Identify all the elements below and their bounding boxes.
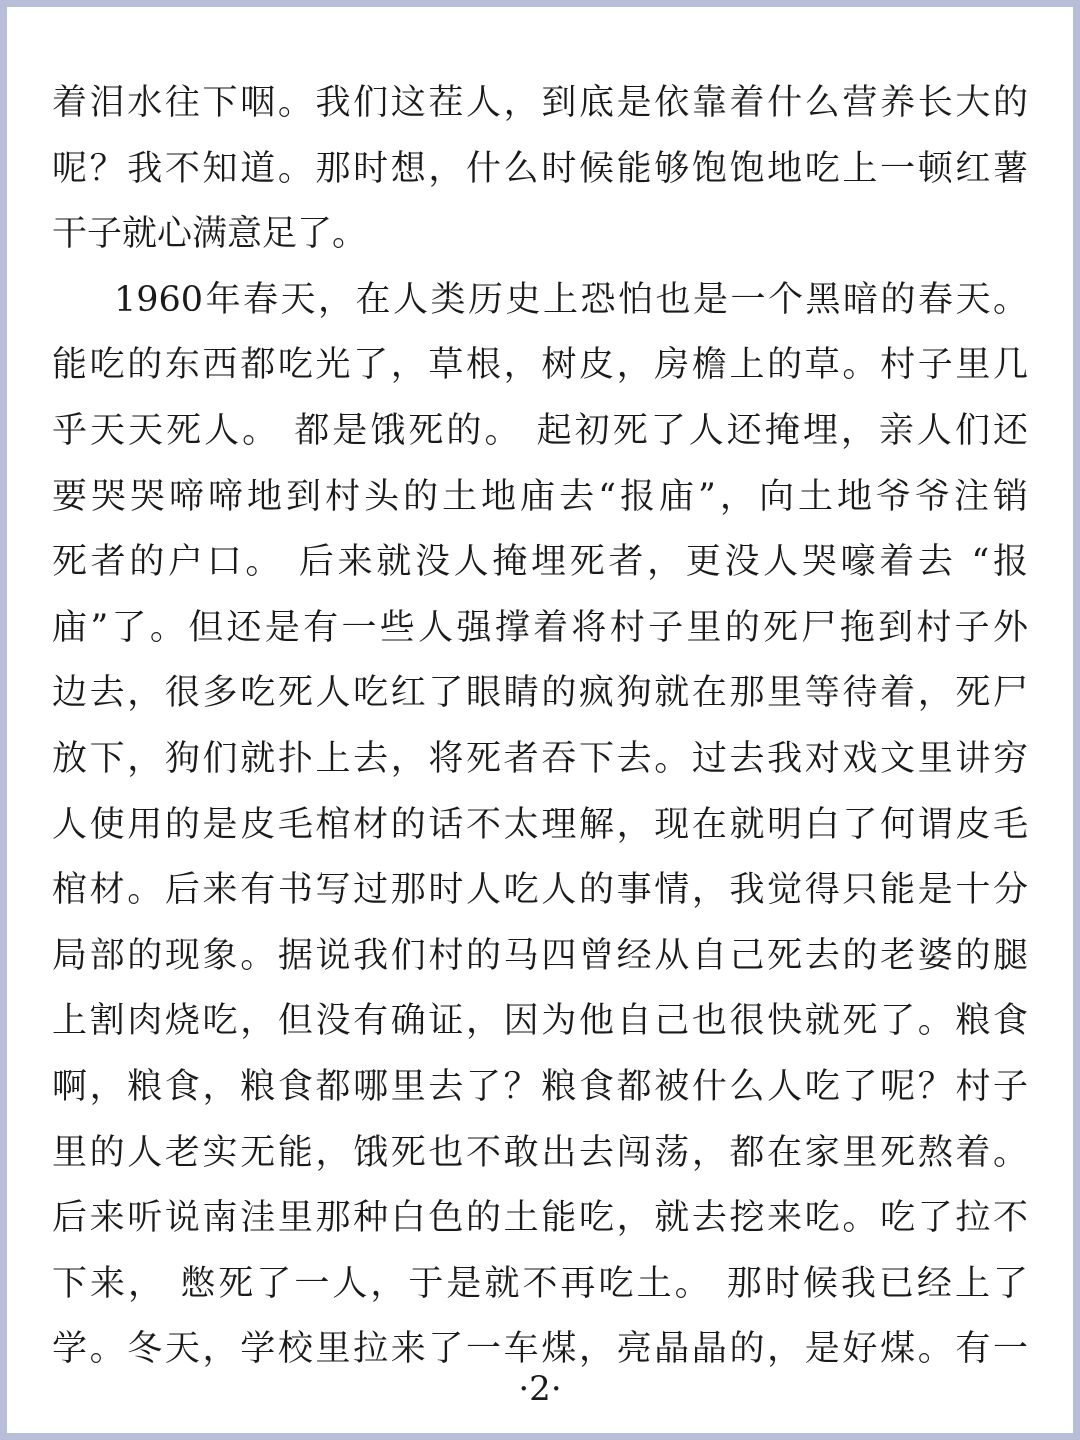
- text-line: 要哭哭啼啼地到村头的土地庙去“报庙”，向土地爷爷注销: [52, 476, 1028, 517]
- text-line: 边去，很多吃死人吃红了眼睛的疯狗就在那里等待着，死尸: [52, 673, 1028, 714]
- text-line: 能吃的东西都吃光了，草根，树皮，房檐上的草。村子里几: [52, 345, 1028, 386]
- text-line: 局部的现象。据说我们村的马四曾经从自己死去的老婆的腿: [52, 935, 1028, 976]
- text-line: 后来听说南洼里那种白色的土能吃，就去挖来吃。吃了拉不: [52, 1198, 1028, 1239]
- page-number: ·2·: [518, 1369, 562, 1409]
- text-line: 着泪水往下咽。我们这茬人，到底是依靠着什么营养长大的: [52, 83, 1028, 123]
- text-line: 乎天天死人。 都是饿死的。 起初死了人还掩埋，亲人们还: [52, 410, 1028, 451]
- text-line: 里的人老实无能，饿死也不敢出去闯荡，都在家里死熬着。: [52, 1132, 1028, 1173]
- text-line: 呢？我不知道。那时想，什么时候能够饱饱地吃上一顿红薯: [52, 148, 1028, 189]
- text-line: 放下，狗们就扑上去，将死者吞下去。过去我对戏文里讲穷: [52, 738, 1028, 779]
- text-line: 棺材。后来有书写过那时人吃人的事情，我觉得只能是十分: [52, 870, 1028, 911]
- text-line: 庙”了。但还是有一些人强撑着将村子里的死尸拖到村子外: [52, 607, 1028, 648]
- text-line: 啊，粮食，粮食都哪里去了？粮食都被什么人吃了呢？村子: [52, 1066, 1028, 1107]
- text-line: 下来， 憋死了一人，于是就不再吃土。 那时候我已经上了: [52, 1263, 1028, 1304]
- text-line: 学。冬天，学校里拉来了一车煤，亮晶晶的，是好煤。有一: [52, 1329, 1028, 1370]
- text-line: 死者的户口。 后来就没人掩埋死者，更没人哭嚎着去 “报: [52, 542, 1028, 583]
- text-line: 干子就心满意足了。: [52, 214, 368, 255]
- body-text: [52, 71, 1028, 1383]
- paragraph-start-line: 1960年春天，在人类历史上恐怕也是一个黑暗的春天。: [114, 279, 1028, 320]
- document-page: [7, 7, 1073, 1433]
- text-line: 上割肉烧吃，但没有确证，因为他自己也很快就死了。粮食: [52, 1001, 1028, 1042]
- text-line: 人使用的是皮毛棺材的话不太理解，现在就明白了何谓皮毛: [52, 804, 1028, 845]
